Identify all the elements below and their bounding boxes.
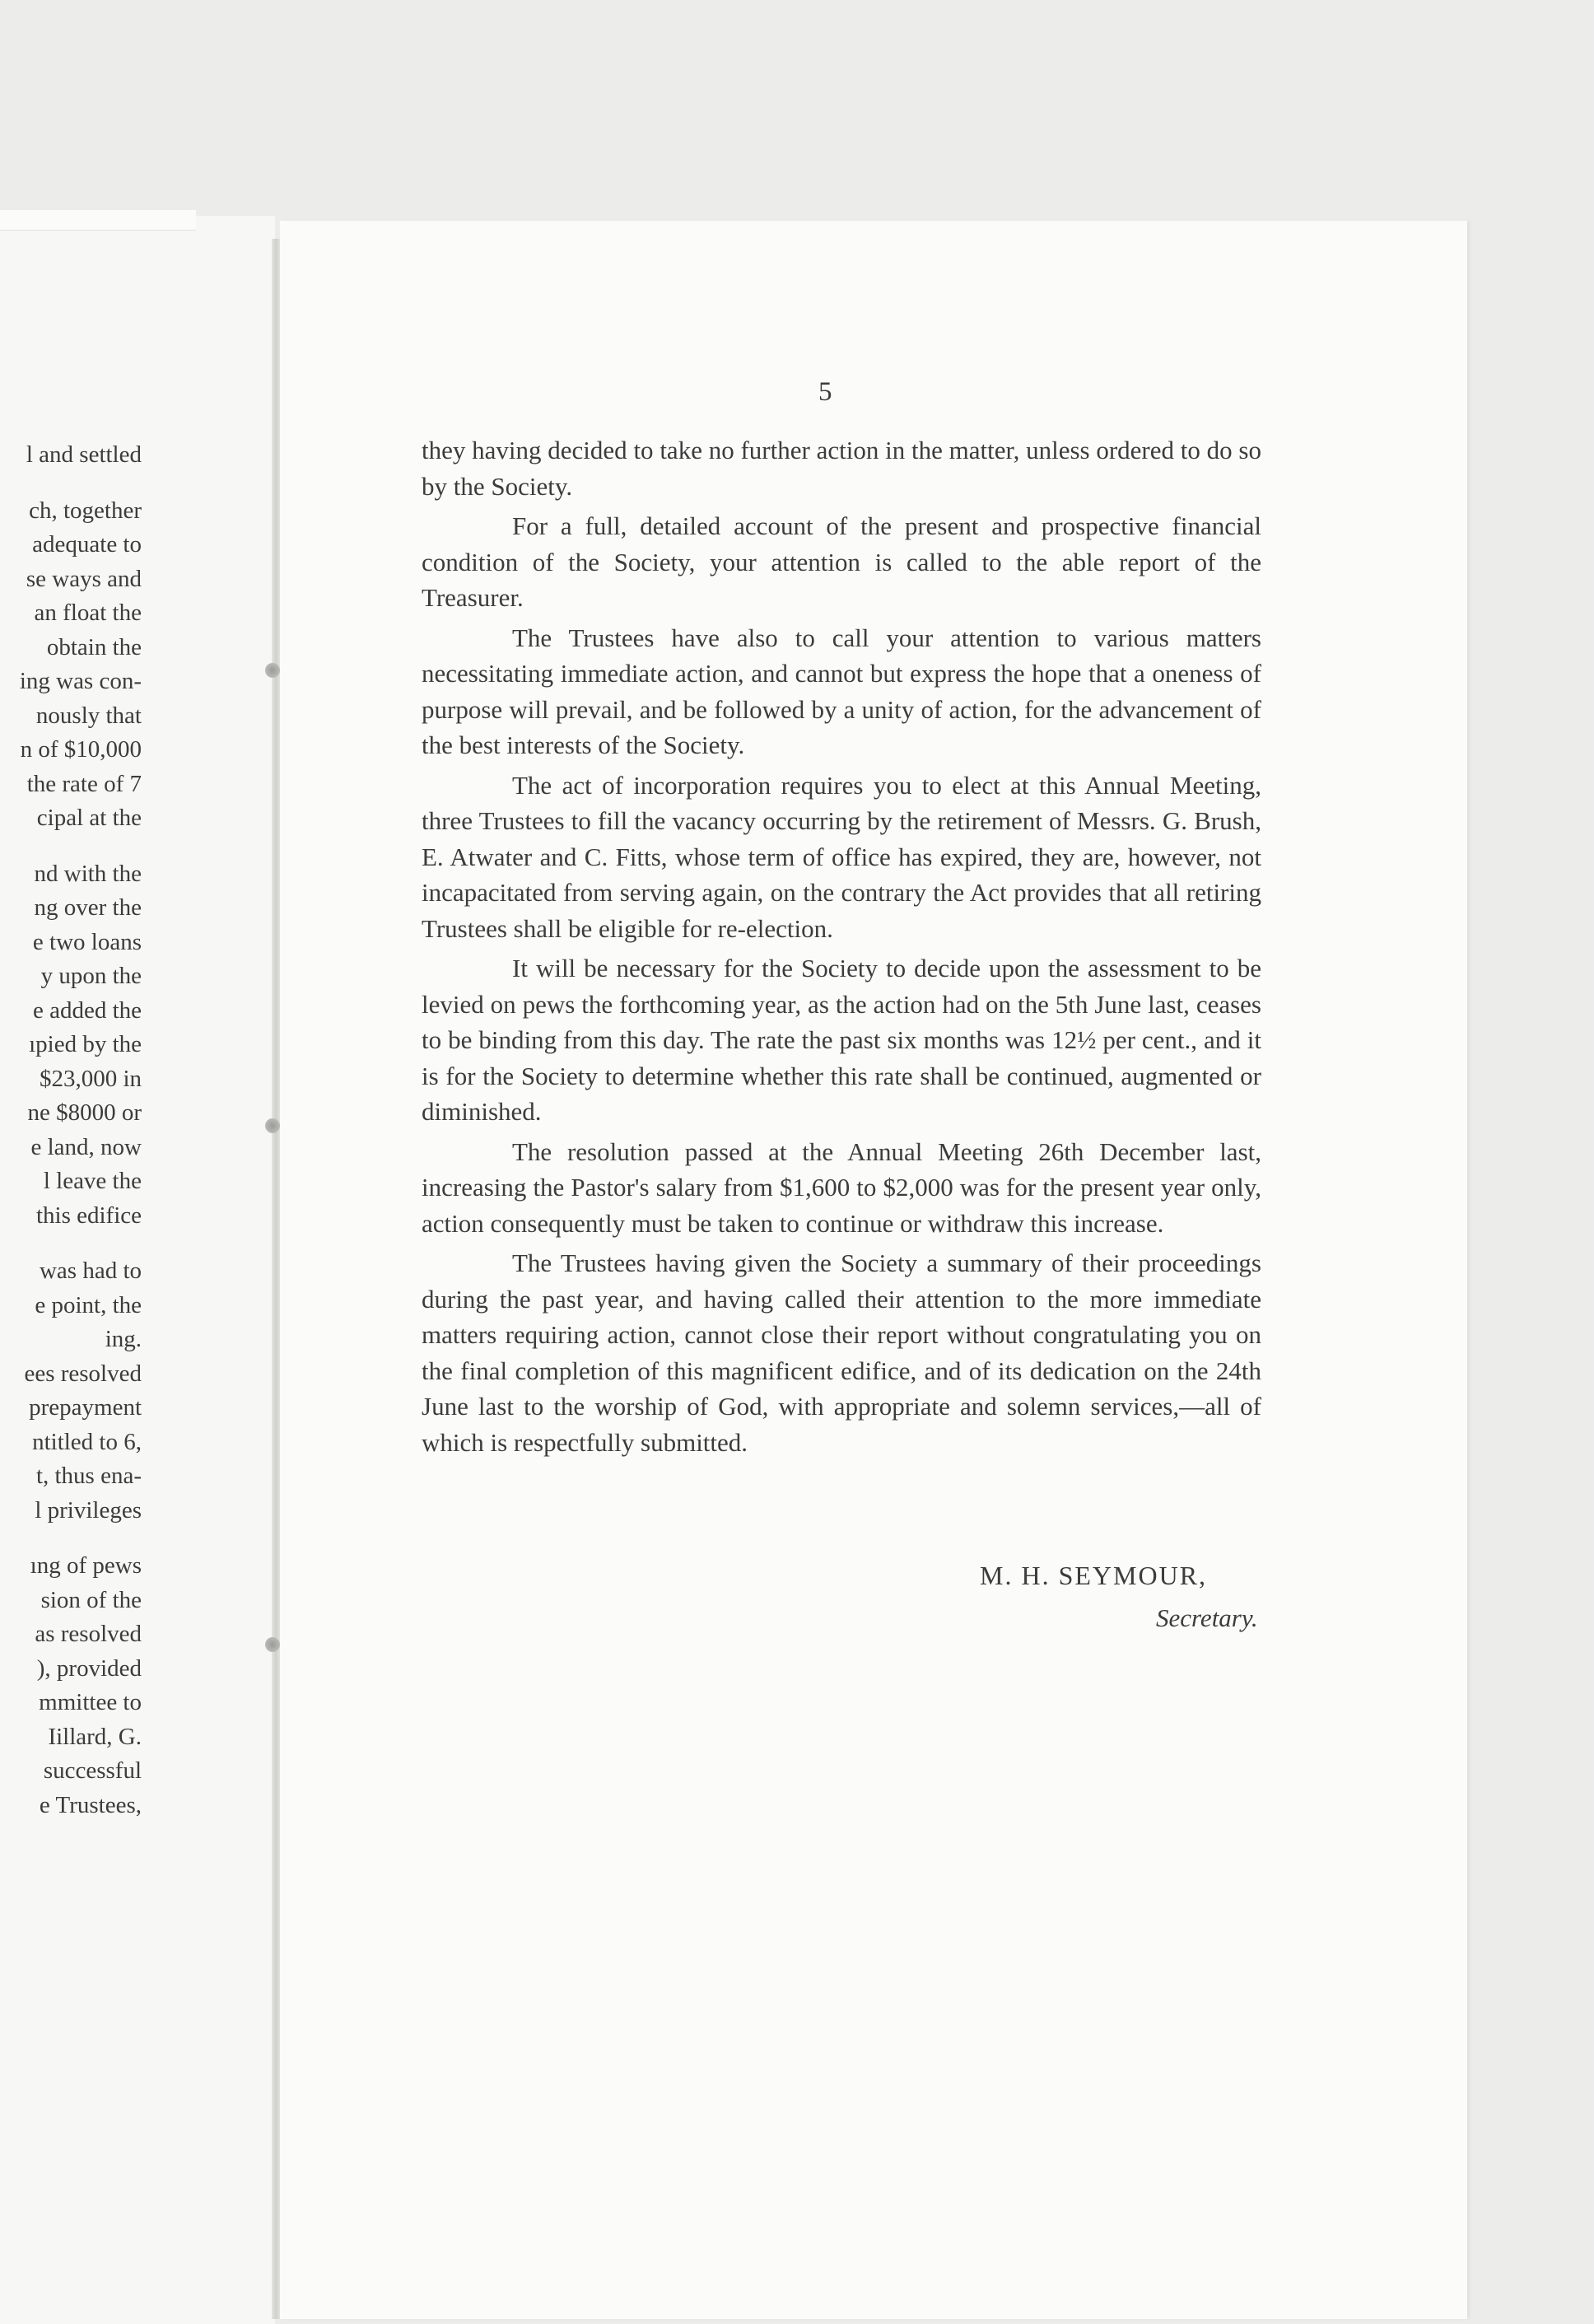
left-line-gap [0, 473, 142, 494]
left-line: ing. [105, 1326, 142, 1352]
paragraph: The Trustees having given the Society a summary of their proceedings during the past year, and having called their attention to the more immediate matters requiring action, cannot close their report without congratulating you on the final completion of this magnificent edifice, and of its dedication on the 24th June last to the worship of God, with appropriate and solemn services,—all of which is respectfully submitted. [422, 1248, 1261, 1457]
paragraph: For a full, detailed account of the present and prospective financial condition of the Society, your attention is called to the able report of the Treasurer. [422, 511, 1261, 612]
left-line: e Trustees, [39, 1791, 142, 1818]
signature-title: Secretary. [1156, 1603, 1258, 1632]
binding-thread [265, 663, 280, 678]
left-line: as resolved [35, 1621, 142, 1647]
left-line: successful [43, 1757, 142, 1784]
book-gutter [272, 239, 280, 2319]
left-line: mmittee to [39, 1689, 142, 1715]
paragraph: The act of incorporation requires you to elect at this Annual Meeting, three Trustees to fill the vacancy occurring by the retirement of Messrs. G. Brush, E. Atwater and C. Fitts, whose term of office has expired, they are, however, not incapacitated from serving again, on the contrary the Act provides that all retiring Trustees shall be eligible for re-election. [422, 770, 1261, 943]
signature-name: M. H. SEYMOUR, [980, 1561, 1208, 1590]
left-page-text [0, 438, 142, 1822]
left-line: cipal at the [36, 805, 142, 831]
binding-thread [265, 1637, 280, 1652]
left-page-edge [0, 210, 196, 231]
binding-thread [265, 1118, 280, 1133]
left-line: nd with the [34, 860, 142, 887]
left-line: l privileges [35, 1496, 142, 1524]
paragraph: they having decided to take no further action in the matter, unless ordered to do so by the Society. [422, 436, 1261, 501]
left-line: $23,000 in [39, 1065, 142, 1092]
left-line: ne $8000 or [27, 1099, 142, 1126]
left-line-gap [0, 1233, 142, 1254]
left-line: this edifice [35, 1202, 142, 1229]
left-line: Iillard, G. [48, 1723, 142, 1750]
left-line: ch, together [29, 497, 142, 524]
paragraph: The resolution passed at the Annual Meeting 26th December last, increasing the Pastor's salary from $1,600 to $2,000 was for the present year only, action consequently must be taken to continue or withdraw this increase. [422, 1136, 1261, 1238]
left-line: l leave the [43, 1168, 142, 1194]
left-line: adequate to [32, 531, 142, 558]
left-line: ees resolved [24, 1360, 142, 1387]
left-line: ng over the [34, 894, 142, 921]
left-line-gap [0, 836, 142, 857]
left-line-gap [0, 1528, 142, 1549]
left-line: ntitled to 6, [32, 1428, 142, 1455]
left-line: sion of the [40, 1586, 142, 1613]
left-line: y upon the [40, 963, 142, 989]
paragraph: It will be necessary for the Society to decide upon the assessment to be levied on pews the forthcoming year, as the action had on the 5th June last, ceases to be binding from this day. The rate the past six months was 12½ per cent., and it is for the Society to determine whether this rate shall be continued, augmented or diminished. [422, 954, 1261, 1126]
left-line: an float the [34, 600, 142, 626]
left-line: e point, the [35, 1291, 142, 1318]
left-line: was had to [39, 1258, 142, 1284]
left-line: prepayment [29, 1394, 142, 1421]
left-line: e two loans [32, 928, 142, 955]
paragraph: The Trustees have also to call your attention to various matters necessitating immediate action, and cannot but express the hope that a oneness of purpose will prevail, and be followed by a unity of action, for the advancement of the best interests of the Society. [422, 623, 1261, 759]
left-line: n of $10,000 [20, 736, 142, 763]
left-line: ıng of pews [30, 1552, 142, 1579]
left-line: ), provided [36, 1654, 142, 1682]
left-line: e added the [32, 996, 142, 1024]
body-text [422, 432, 1261, 1464]
left-line: se ways and [26, 565, 142, 592]
left-line: e land, now [30, 1133, 142, 1160]
left-line: ıpied by the [29, 1031, 142, 1057]
page-number: 5 [818, 377, 832, 407]
left-line: ing was con- [19, 668, 142, 694]
left-line: obtain the [46, 633, 142, 660]
left-line: l and settled [26, 441, 142, 468]
left-line: nously that [35, 702, 142, 729]
left-line: the rate of 7 [26, 770, 142, 797]
left-line: t, thus ena- [35, 1463, 142, 1489]
